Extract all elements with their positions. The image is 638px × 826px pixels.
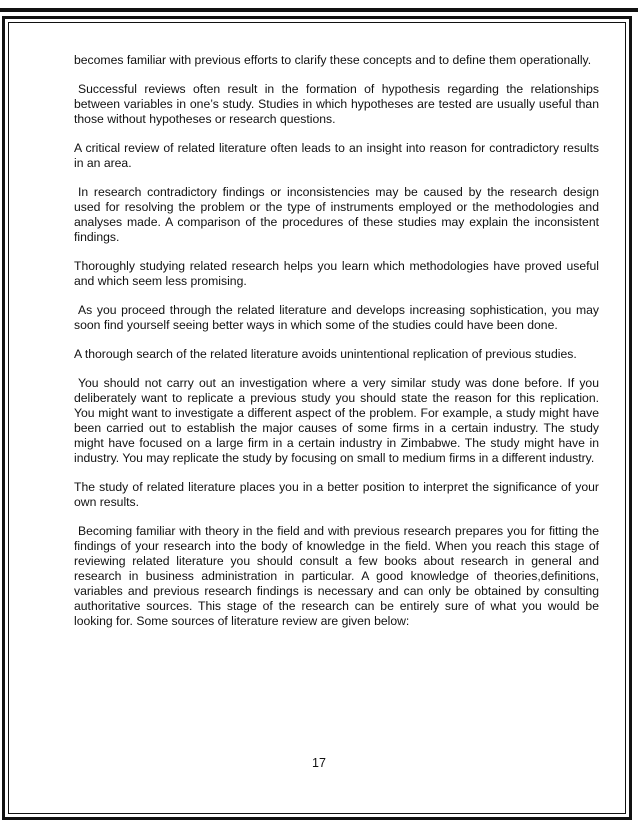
page-number: 17	[312, 756, 326, 770]
paragraph-2: Successful reviews often result in the formation of hypothesis regarding the relationships between variables in one’s study. Studies in which hypotheses are tested are usually useful than those without hypotheses or research questions.	[74, 82, 599, 126]
paragraph-5: Thoroughly studying related research helps you learn which methodologies have proved useful and which seem less promising.	[74, 259, 599, 288]
top-border-bar	[0, 8, 638, 12]
paragraph-1: becomes familiar with previous efforts to clarify these concepts and to define them operationally.	[74, 53, 592, 67]
page-body	[74, 53, 599, 643]
paragraph-9: The study of related literature places you in a better position to interpret the significance of your own results.	[74, 480, 599, 509]
paragraph-3: A critical review of related literature often leads to an insight into reason for contradictory results in an area.	[74, 141, 599, 170]
paragraph-6: As you proceed through the related literature and develops increasing sophistication, you may soon find yourself seeing better ways in which some of the studies could have been done.	[74, 303, 599, 332]
paragraph-8: You should not carry out an investigation where a very similar study was done before. If you deliberately want to replicate a previous study you should state the reason for this replication. You might want to investigate a different aspect of the problem. For example, a study might have been carried out to establish the major causes of some firms in a certain industry. The study might have focused on a large firm in a certain industry in Zimbabwe. The study might have in industry. You may replicate the study by focusing on small to medium firms in a different industry.	[74, 376, 599, 465]
paragraph-7: A thorough search of the related literature avoids unintentional replication of previous studies.	[74, 347, 577, 361]
paragraph-4: In research contradictory findings or inconsistencies may be caused by the research design used for resolving the problem or the type of instruments employed or the methodologies and analyses made. A comparison of the procedures of these studies may explain the inconsistent findings.	[74, 185, 599, 244]
paragraph-10: Becoming familiar with theory in the field and with previous research prepares you for fitting the findings of your research into the body of knowledge in the field. When you reach this stage of reviewing related literature you should consult a few books about research in general and research in business administration in particular. A good knowledge of theories,definitions, variables and previous research findings is necessary and can only be obtained by consulting authoritative sources. This stage of the research can be entirely sure of what you would be looking for. Some sources of literature review are given below:	[74, 524, 599, 628]
